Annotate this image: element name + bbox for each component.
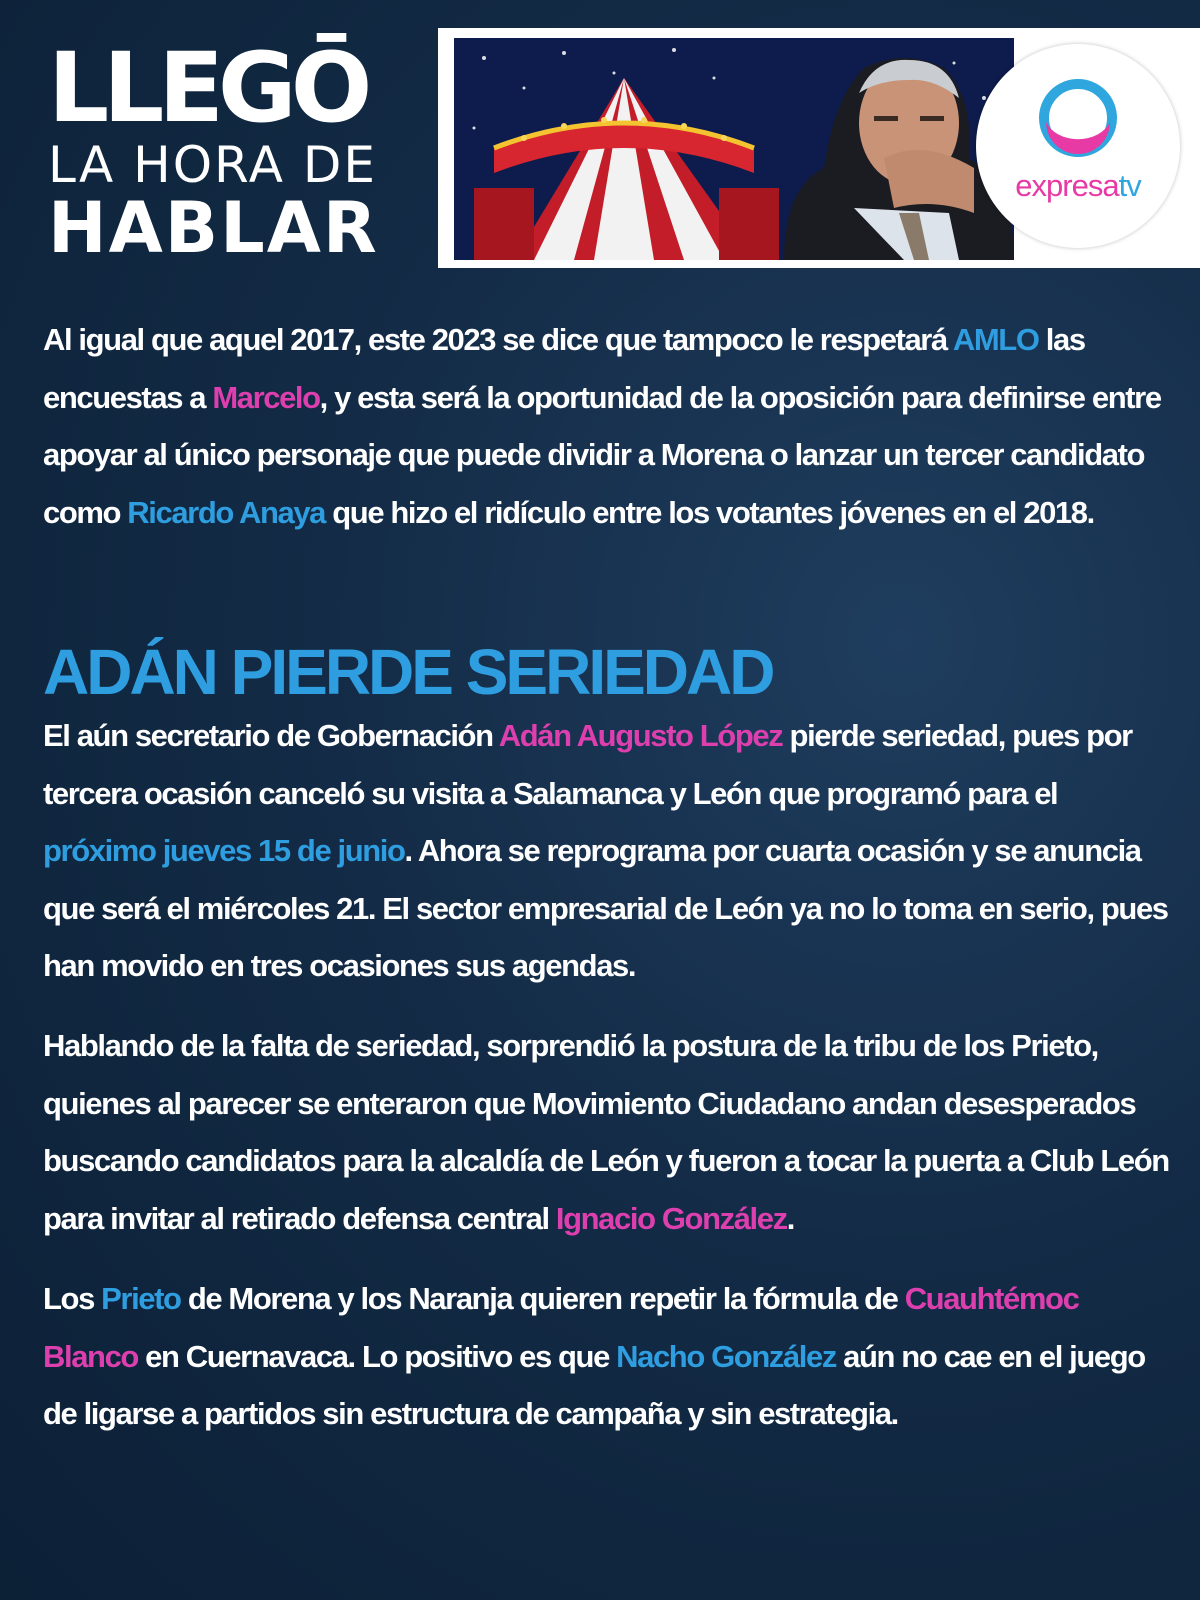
masthead-line-2: LA HORA DE xyxy=(48,136,377,194)
paragraph-formula xyxy=(43,1270,1173,1443)
header-banner xyxy=(438,28,1200,268)
highlight-prieto: Prieto xyxy=(101,1281,181,1316)
text-run: de Morena y los Naranja quieren repetir la fórmula de xyxy=(180,1281,905,1316)
text-run: pierde seriedad, pues por tercera ocasión canceló su visita a Salamanca y León que programó para el xyxy=(43,718,1132,811)
masthead-line-1: LLEGŌ xyxy=(48,32,367,144)
masthead-line-3: HABLAR xyxy=(48,187,379,269)
paragraph-intro xyxy=(43,311,1173,541)
text-run: Al igual que aquel 2017, este 2023 se dice que tampoco le respetará xyxy=(43,322,953,357)
text-run: que hizo el ridículo entre los votantes jóvenes en el 2018. xyxy=(325,494,1094,530)
text-run: Los xyxy=(43,1281,102,1316)
circus-tent-portrait-image xyxy=(454,38,1014,260)
text-run: El aún secretario de Gobernación xyxy=(43,718,499,753)
masthead-title xyxy=(48,32,408,270)
highlight-cuauhtemoc-blanco: Cuauhtémoc Blanco xyxy=(43,1281,1079,1374)
highlight-adan-augusto-lopez: Adán Augusto López xyxy=(498,718,783,753)
highlight-marcelo: Marcelo xyxy=(212,379,320,415)
highlight-nacho-gonzalez: Nacho González xyxy=(616,1338,836,1374)
highlight-amlo: AMLO xyxy=(952,322,1039,357)
paragraph-adan xyxy=(43,707,1173,995)
section-heading: ADÁN PIERDE SERIEDAD xyxy=(43,636,773,708)
text-run: . xyxy=(786,1200,794,1236)
text-run: en Cuernavaca. Lo positivo es que xyxy=(137,1338,617,1374)
highlight-ignacio-gonzalez: Ignacio González xyxy=(555,1200,787,1236)
text-run: Hablando de la falta de seriedad, sorprendió la postura de la tribu de los Prieto, quienes al parecer se enteraron que Movimiento Ciudadano andan desesperados buscando candidatos para la alcaldía de León y fueron a tocar la puerta a Club León para invitar al retirado defensa central xyxy=(43,1028,1169,1236)
expresatv-logo-mark-icon xyxy=(1038,78,1118,158)
highlight-ricardo-anaya: Ricardo Anaya xyxy=(127,494,326,530)
text-run: . Ahora se reprograma por cuarta ocasión y se anuncia que será el miércoles 21. El sector empresarial de León ya no lo toma en serio, pues han movido en tres ocasiones sus agendas. xyxy=(43,833,1168,983)
logo-brand-text: expresa xyxy=(1015,168,1119,203)
expresatv-logo xyxy=(976,44,1180,248)
expresatv-logo-text xyxy=(976,168,1180,204)
text-run: , y esta será la oportunidad de la oposición para definirse entre apoyar al único personaje que puede dividir a Morena o lanzar un tercer candidato como xyxy=(43,379,1161,530)
text-run: aún no cae en el juego de ligarse a partidos sin estructura de campaña y sin estrategia. xyxy=(43,1338,1145,1431)
text-run: las encuestas a xyxy=(43,322,1085,415)
logo-suffix-text: tv xyxy=(1118,168,1141,203)
highlight-date: próximo jueves 15 de junio xyxy=(43,833,405,868)
paragraph-prieto xyxy=(43,1017,1173,1247)
